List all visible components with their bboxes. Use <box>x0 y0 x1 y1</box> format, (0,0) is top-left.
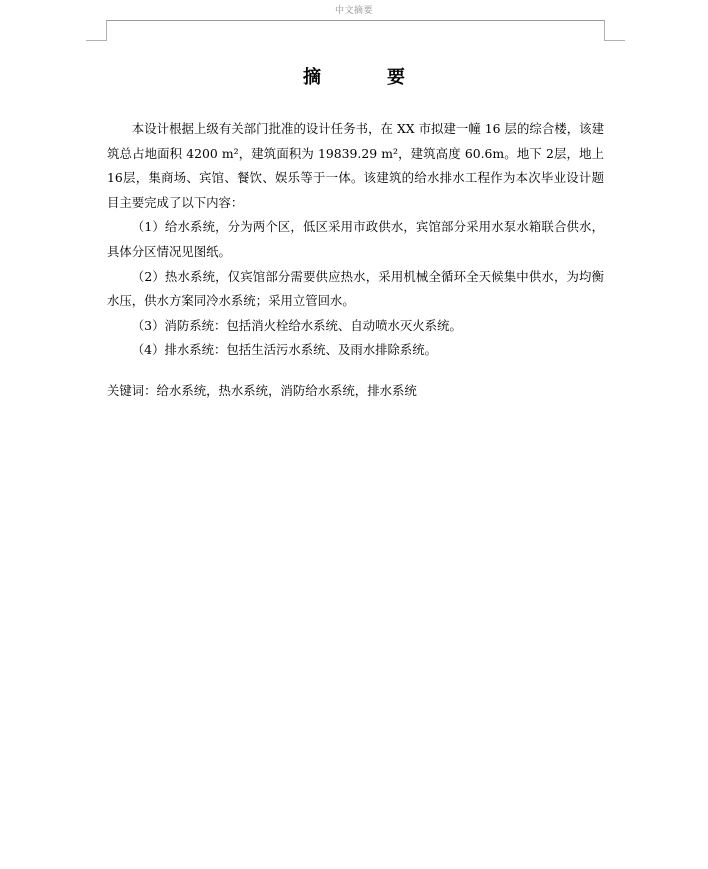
abstract-paragraph-hot-water: （2）热水系统，仅宾馆部分需要供应热水，采用机械全循环全天候集中供水，为均衡水压，供水方案同冷水系统；采用立管回水。 <box>107 268 604 309</box>
crop-mark-right-vertical <box>604 20 605 41</box>
header-rule <box>107 20 604 21</box>
abstract-title: 摘 要 <box>303 67 429 88</box>
page-header-title: 中文摘要 <box>334 6 373 16</box>
abstract-paragraph-intro: 本设计根据上级有关部门批准的设计任务书，在 XX 市拟建一幢 16 层的综合楼，该建筑总占地面积 4200 m²，建筑面积为 19839.29 m²，建筑高度 60.6m。地下 2层，地上 16层，集商场、宾馆、餐饮、娱乐等于一体。该建筑的给水排水工程作为本次毕业设计题目主要完成了以下内容： <box>107 121 604 210</box>
crop-mark-left-vertical <box>106 20 107 41</box>
abstract-body <box>107 117 604 363</box>
abstract-paragraph-drainage: （4）排水系统：包括生活污水系统、及雨水排除系统。 <box>131 342 438 358</box>
abstract-paragraph-fire-protection: （3）消防系统：包括消火栓给水系统、自动喷水灭火系统。 <box>131 317 462 333</box>
keywords-line: 关键词：给水系统，热水系统，消防给水系统，排水系统 <box>107 383 417 398</box>
crop-mark-right-horizontal <box>604 40 625 41</box>
abstract-paragraph-water-supply: （1）给水系统，分为两个区，低区采用市政供水，宾馆部分采用水泵水箱联合供水，具体分区情况见图纸。 <box>107 219 604 259</box>
crop-mark-left-horizontal <box>86 40 107 41</box>
